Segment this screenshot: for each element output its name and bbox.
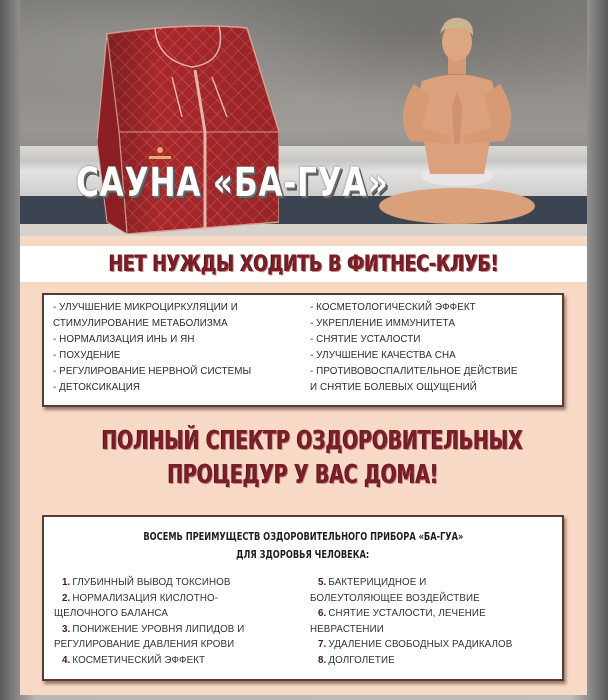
headline-line-1: ПОЛНЫЙ СПЕКТР ОЗДОРОВИТЕЛЬНЫХ (101, 426, 524, 456)
advantage-item-continued: БОЛЕУТОЛЯЮЩЕЕ ВОЗДЕЙСТВИЕ (310, 592, 480, 604)
benefit-item: - НОРМАЛИЗАЦИЯ ИНЬ И ЯН (53, 334, 195, 345)
product-title: САУНА «БА-ГУА» (76, 160, 389, 206)
headline-no-gym: НЕТ НУЖДЫ ХОДИТЬ В ФИТНЕС-КЛУБ! (108, 251, 499, 277)
eight-advantages-box (42, 515, 564, 681)
benefit-item: - ПОХУДЕНИЕ (53, 350, 121, 361)
advantage-item: 8. ДОЛГОЛЕТИЕ (318, 654, 395, 666)
eight-advantages-title (44, 527, 562, 563)
headline-full-spectrum (20, 424, 587, 492)
headline-line-2: ПРОЦЕДУР У ВАС ДОМА! (167, 460, 439, 490)
advantages-right-column (296, 575, 552, 668)
benefit-item: - ПРОТИВОВОСПАЛИТЕЛЬНОЕ ДЕЙСТВИЕ (310, 366, 518, 377)
benefits-right-column (296, 300, 553, 396)
benefit-item: - ДЕТОКСИКАЦИЯ (53, 382, 141, 393)
advantages-left-column (54, 575, 296, 668)
benefit-item: - РЕГУЛИРОВАНИЕ НЕРВНОЙ СИСТЕМЫ (53, 366, 252, 377)
advantage-item: 1. ГЛУБИННЫЙ ВЫВОД ТОКСИНОВ (62, 577, 231, 588)
benefit-item: СТИМУЛИРОВАНИЕ МЕТАБОЛИЗМА (53, 318, 228, 329)
meditating-man-image (372, 6, 542, 226)
title-line-2: ДЛЯ ЗДОРОВЬЯ ЧЕЛОВЕКА: (236, 548, 370, 561)
advantage-item: 6. СНЯТИЕ УСТАЛОСТИ, ЛЕЧЕНИЕ (318, 608, 486, 619)
advantage-item-continued: НЕВРАСТЕНИИ (310, 623, 384, 635)
headline-band (20, 246, 587, 282)
advantage-item: 2. НОРМАЛИЗАЦИЯ КИСЛОТНО- (62, 592, 219, 604)
advantage-item: 3. ПОНИЖЕНИЕ УРОВНЯ ЛИПИДОВ И (62, 623, 245, 635)
advantage-item-continued: РЕГУЛИРОВАНИЕ ДАВЛЕНИЯ КРОВИ (54, 639, 235, 650)
benefits-left-column (53, 300, 296, 396)
advantage-item: 5. БАКТЕРИЦИДНОЕ И (318, 577, 427, 588)
benefit-item: - КОСМЕТОЛОГИЧЕСКИЙ ЭФФЕКТ (310, 302, 476, 313)
hero-image (20, 0, 587, 236)
benefits-box (42, 293, 564, 407)
poster (20, 0, 587, 695)
advantage-item: 7. УДАЛЕНИЕ СВОБОДНЫХ РАДИКАЛОВ (318, 639, 513, 650)
benefit-item: - УЛУЧШЕНИЕ МИКРОЦИРКУЛЯЦИИ И (53, 302, 238, 313)
benefit-item: И СНЯТИЕ БОЛЕВЫХ ОЩУЩЕНИЙ (310, 382, 477, 393)
benefit-item: - СНЯТИЕ УСТАЛОСТИ (310, 334, 421, 345)
title-line-1: ВОСЕМЬ ПРЕИМУЩЕСТВ ОЗДОРОВИТЕЛЬНОГО ПРИБОРА «БА-ГУА» (142, 530, 464, 543)
advantage-item-continued: ЩЕЛОЧНОГО БАЛАНСА (54, 608, 168, 619)
benefit-item: - УКРЕПЛЕНИЕ ИММУНИТЕТА (310, 318, 456, 329)
benefit-item: - УЛУЧШЕНИЕ КАЧЕСТВА СНА (310, 350, 456, 361)
advantage-item: 4. КОСМЕТИЧЕСКИЙ ЭФФЕКТ (62, 654, 206, 666)
